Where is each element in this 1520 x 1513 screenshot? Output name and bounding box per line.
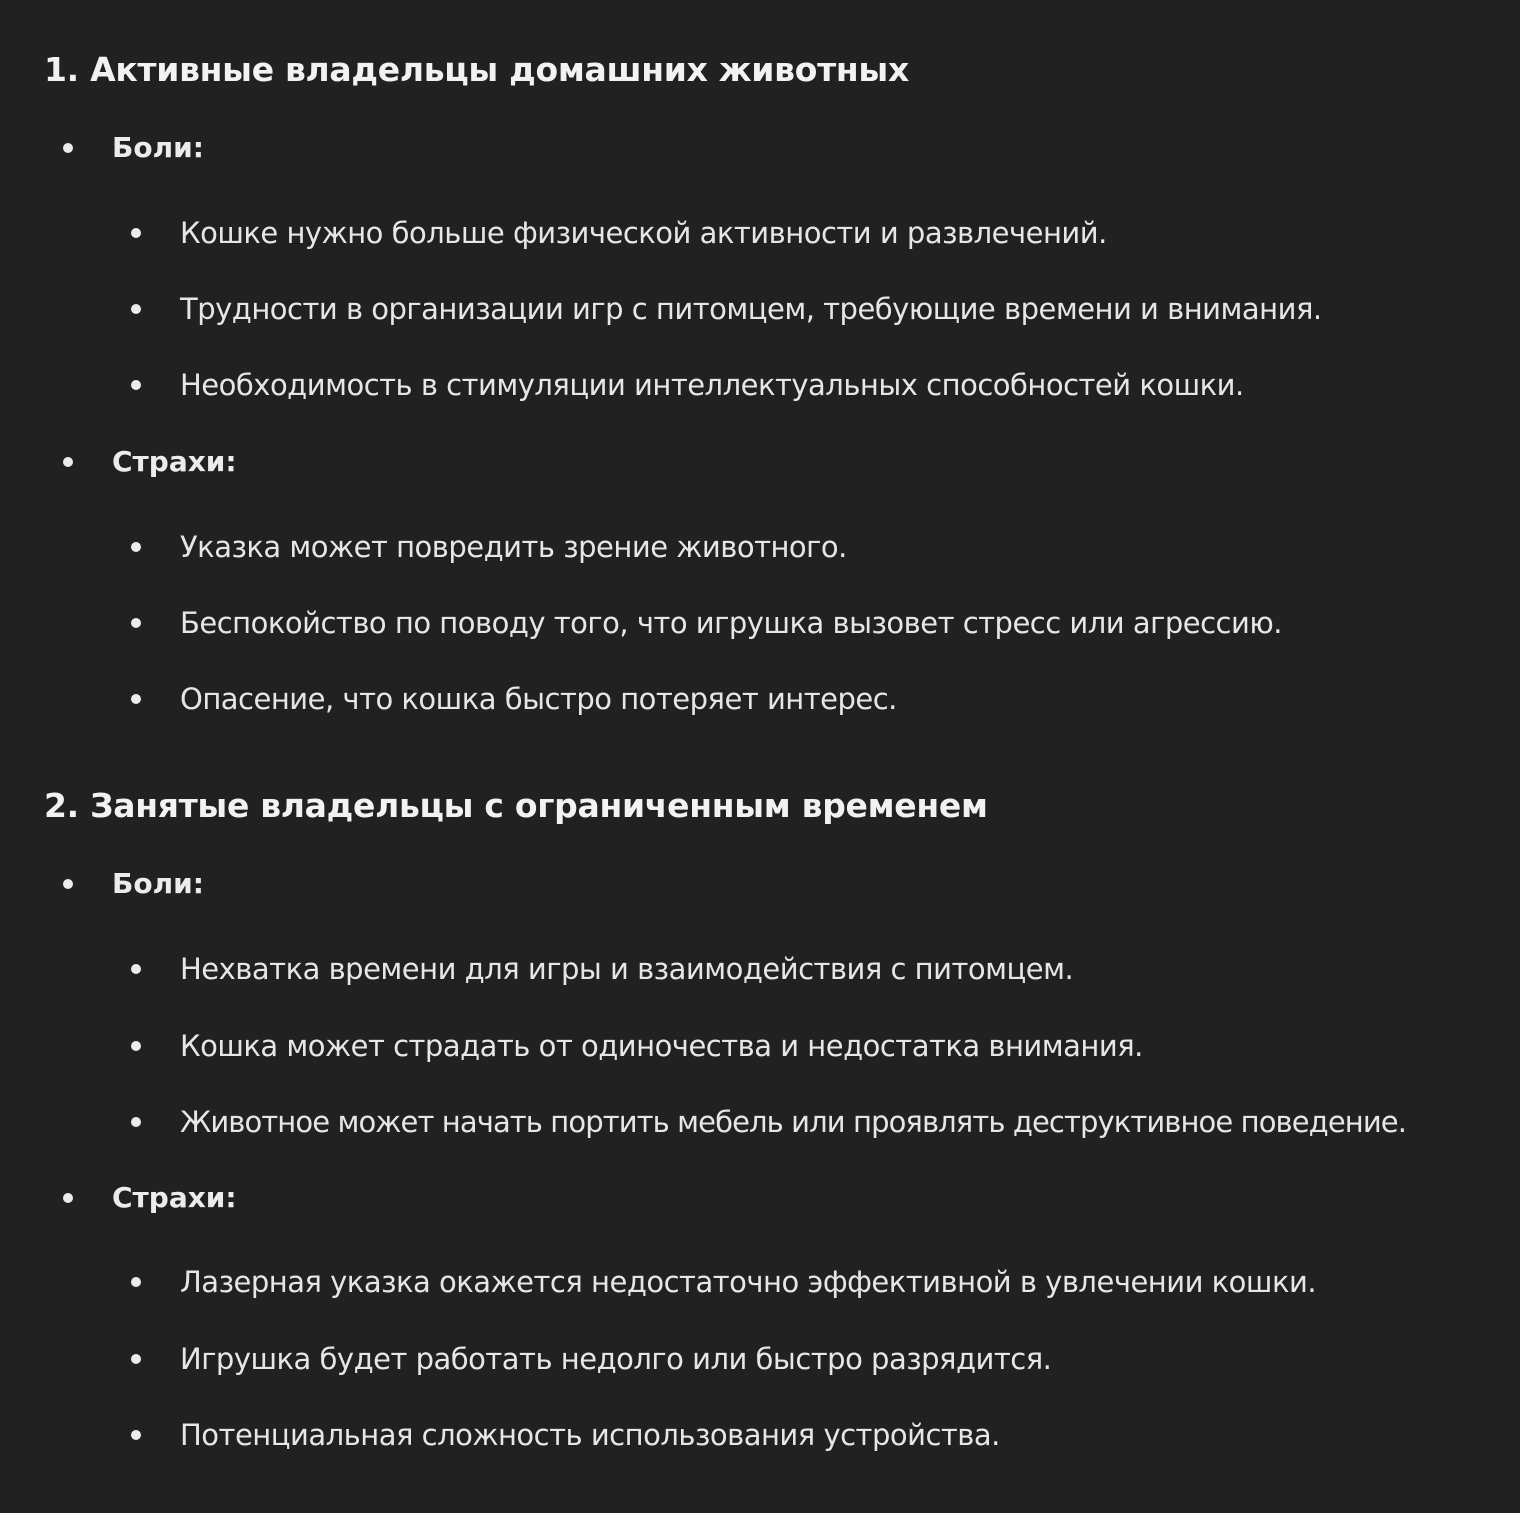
bullet-icon — [131, 1354, 141, 1364]
bullet-icon — [63, 879, 73, 889]
list-item-text: Беспокойство по поводу того, что игрушка вызовет стресс или агрессию. — [180, 606, 1282, 640]
bullet-icon — [131, 304, 141, 314]
list-item-text: Игрушка будет работать недолго или быстро разрядится. — [180, 1342, 1052, 1376]
list-item-text: Кошке нужно больше физической активности и развлечений. — [180, 216, 1107, 250]
section-title: 2. Занятые владельцы с ограниченным временем — [44, 786, 988, 825]
bullet-icon — [131, 542, 141, 552]
list-item-text: Указка может повредить зрение животного. — [180, 530, 847, 564]
list-item-text: Трудности в организации игр с питомцем, требующие времени и внимания. — [180, 292, 1322, 326]
bullet-icon — [131, 618, 141, 628]
bullet-icon — [63, 1193, 73, 1203]
bullet-icon — [131, 1277, 141, 1287]
list-item-text: Нехватка времени для игры и взаимодействия с питомцем. — [180, 952, 1074, 986]
list-item-text: Необходимость в стимуляции интеллектуальных способностей кошки. — [180, 368, 1244, 402]
bullet-icon — [131, 1041, 141, 1051]
bullet-icon — [131, 694, 141, 704]
list-item-text: Лазерная указка окажется недостаточно эффективной в увлечении кошки. — [180, 1265, 1317, 1299]
list-item-text: Кошка может страдать от одиночества и недостатка внимания. — [180, 1029, 1143, 1063]
bullet-icon — [131, 964, 141, 974]
list-item-text: Животное может начать портить мебель или проявлять деструктивное поведение. — [180, 1105, 1407, 1139]
bullet-icon — [131, 228, 141, 238]
group-label: Боли: — [112, 131, 204, 164]
list-item-text: Потенциальная сложность использования устройства. — [180, 1418, 1000, 1452]
bullet-icon — [63, 143, 73, 153]
bullet-icon — [131, 1117, 141, 1127]
group-label: Страхи: — [112, 1181, 237, 1214]
section-title: 1. Активные владельцы домашних животных — [44, 50, 909, 89]
bullet-icon — [131, 380, 141, 390]
group-label: Страхи: — [112, 445, 237, 478]
bullet-icon — [131, 1430, 141, 1440]
group-label: Боли: — [112, 867, 204, 900]
list-item-text: Опасение, что кошка быстро потеряет интерес. — [180, 682, 897, 716]
bullet-icon — [63, 457, 73, 467]
